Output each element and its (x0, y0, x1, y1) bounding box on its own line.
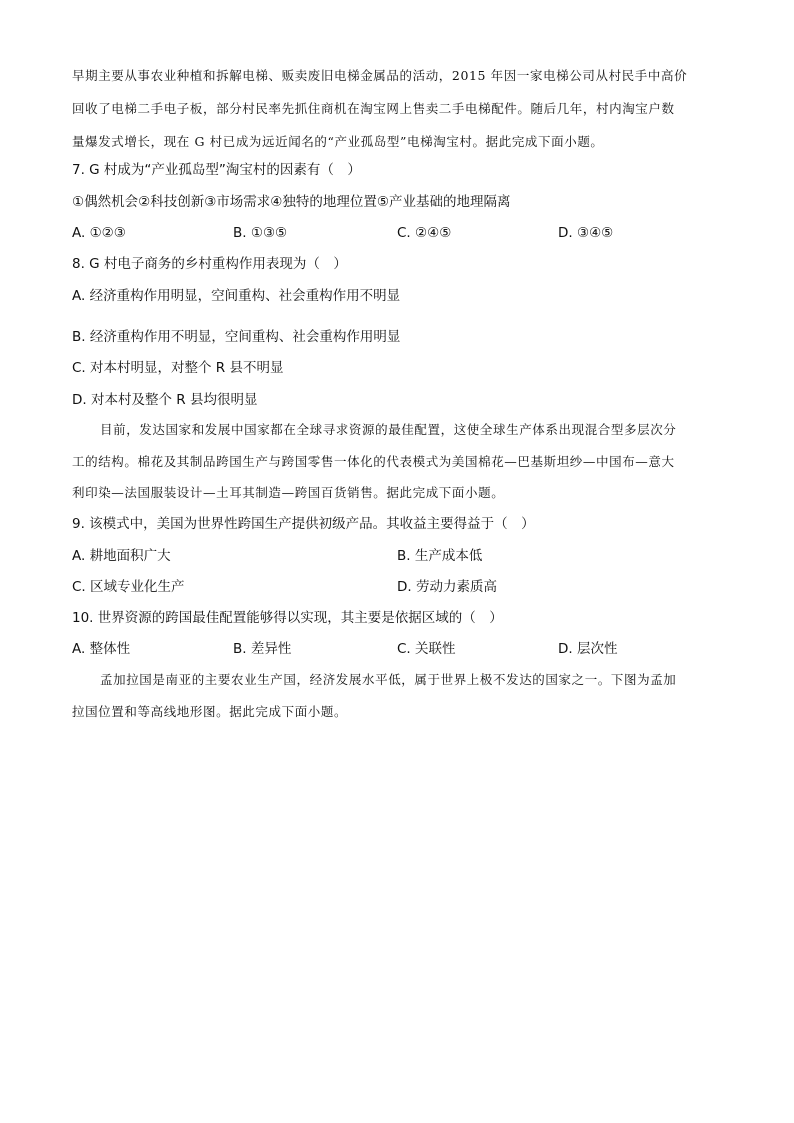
q9-stem: 9. 该模式中，美国为世界性跨国生产提供初级产品。其收益主要得益于（ ） (72, 516, 535, 532)
passage1-line-1: 早期主要从事农业种植和拆解电梯、贩卖废旧电梯金属品的活动，2015 年因一家电梯公司从村民手中高价 (72, 68, 688, 83)
passage3-line-1: 孟加拉国是南亚的主要农业生产国，经济发展水平低，属于世界上极不发达的国家之一。下图为孟加 (100, 672, 677, 687)
q8-option-b: B. 经济重构作用不明显，空间重构、社会重构作用明显 (72, 329, 401, 345)
q10-option-b: B. 差异性 (233, 641, 292, 657)
q7-factors: ①偶然机会②科技创新③市场需求④独特的地理位置⑤产业基础的地理隔离 (72, 194, 511, 210)
passage1-line-2: 回收了电梯二手电子板，部分村民率先抓住商机在淘宝网上售卖二手电梯配件。随后几年，村内淘宝户数 (72, 101, 675, 116)
q7-option-c: C. ②④⑤ (397, 225, 452, 241)
passage2-line-1: 目前，发达国家和发展中国家都在全球寻求资源的最佳配置，这使全球生产体系出现混合型多层次分 (100, 422, 677, 437)
q10-option-d: D. 层次性 (558, 641, 618, 657)
q9-option-b: B. 生产成本低 (397, 548, 483, 564)
q10-option-a: A. 整体性 (72, 641, 131, 657)
q8-stem: 8. G 村电子商务的乡村重构作用表现为（ ） (72, 256, 347, 272)
passage1-line-3: 量爆发式增长，现在 G 村已成为远近闻名的“产业孤岛型”电梯淘宝村。据此完成下面小题。 (72, 134, 604, 149)
q10-option-c: C. 关联性 (397, 641, 456, 657)
q10-stem: 10. 世界资源的跨国最佳配置能够得以实现，其主要是依据区域的（ ） (72, 610, 503, 626)
q9-option-a: A. 耕地面积广大 (72, 548, 171, 564)
passage2-line-3: 利印染—法国服装设计—土耳其制造—跨国百货销售。据此完成下面小题。 (72, 485, 505, 500)
q7-option-a: A. ①②③ (72, 225, 126, 241)
passage2-line-2: 工的结构。棉花及其制品跨国生产与跨国零售一体化的代表模式为美国棉花—巴基斯坦纱—中国布—意大 (72, 454, 675, 469)
q9-option-c: C. 区域专业化生产 (72, 579, 185, 595)
q7-option-b: B. ①③⑤ (233, 225, 288, 241)
passage3-line-2: 拉国位置和等高线地形图。据此完成下面小题。 (72, 704, 348, 719)
q8-option-d: D. 对本村及整个 R 县均很明显 (72, 392, 258, 408)
q7-stem: 7. G 村成为“产业孤岛型”淘宝村的因素有（ ） (72, 162, 361, 178)
q8-option-c: C. 对本村明显，对整个 R 县不明显 (72, 360, 284, 376)
q9-option-d: D. 劳动力素质高 (397, 579, 497, 595)
q8-option-a: A. 经济重构作用明显，空间重构、社会重构作用不明显 (72, 288, 401, 304)
q7-option-d: D. ③④⑤ (558, 225, 614, 241)
